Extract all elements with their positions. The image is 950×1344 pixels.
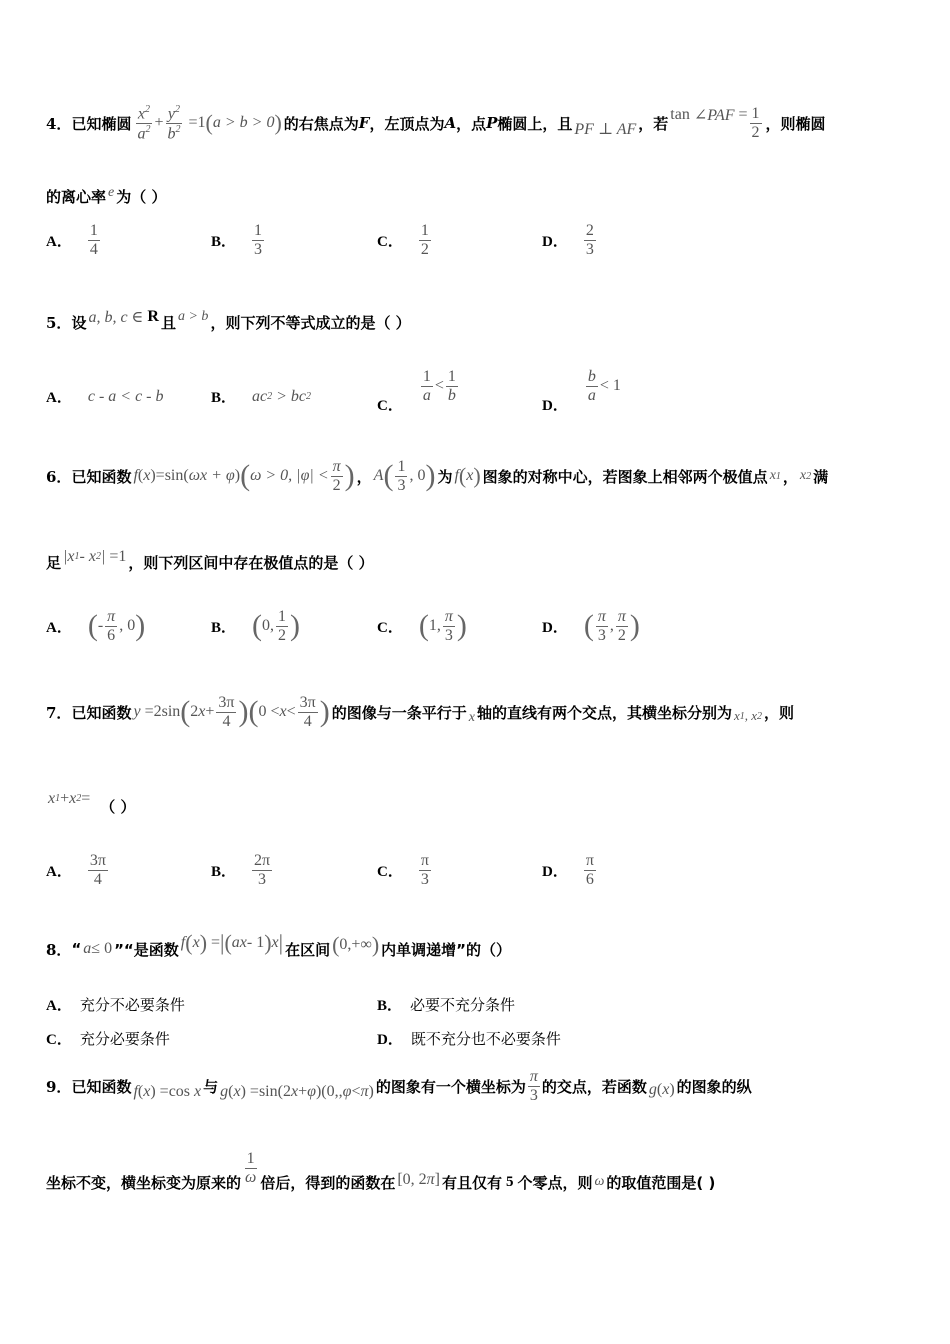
frac-num: 1 [89, 222, 98, 239]
q4-line2-b: 为（ ） [116, 188, 167, 206]
q6-abs-condition: |x 1 - x 2 | =1 [63, 547, 127, 565]
q8-text-3: 在区间 [285, 940, 331, 959]
option-label: B． [377, 998, 403, 1014]
q6-text-3: 为 [437, 467, 453, 486]
q4-option-c[interactable] [377, 222, 433, 258]
option-label: D． [542, 863, 568, 880]
q9-gx: g ( x ) [648, 1081, 675, 1099]
q7-text-1: 已知函数 [71, 703, 132, 722]
q9-text-5: 的图象的纵 [676, 1077, 752, 1096]
q4-tan-condition: tan ∠PAF = $\frac{1}{2}$ [670, 105, 760, 141]
q5-option-d-expr: $\frac{b}{a}$ < 1 [587, 368, 621, 404]
q7-option-c[interactable] [377, 852, 433, 888]
q6-text-2: ， [356, 467, 372, 486]
option-label: C． [377, 233, 403, 250]
q6-text-1: 已知函数 [71, 467, 132, 486]
frac-den: 4 [93, 870, 102, 888]
frac-den: 6 [585, 870, 594, 888]
q7-text-4: ，则 [764, 703, 795, 722]
q7-sum: x 1 + x 2 = [48, 789, 91, 807]
frac-den: 2 [420, 240, 429, 258]
option-label: A． [46, 390, 72, 406]
q9-one-over-omega: $\frac{1}{\omega}$ [245, 1150, 257, 1186]
q5-text-3: ，则下列不等式成立的是（ ） [210, 314, 411, 332]
option-label: B． [211, 233, 237, 250]
frac-num: π [420, 852, 429, 869]
q4-ellipse-equation: $\frac{x^2}{a^2}$ + $\frac{y^2}{b^2}$ =1 ( a > b > 0 ) [137, 104, 282, 143]
q6-text-5: ， [782, 467, 798, 486]
question-6-line-2 [46, 547, 374, 573]
frac-den: 3 [585, 240, 594, 258]
q4-option-d[interactable] [542, 222, 598, 258]
q5-option-b-expr: ac 2 > bc 2 [252, 387, 312, 405]
q7-x1-x2: x 1 , x 2 [733, 708, 763, 724]
q4-e: e [108, 184, 115, 200]
q5-set: a, b, c ∈ R [88, 307, 159, 326]
option-text: 既不充分也不必要条件 [410, 1030, 561, 1048]
q6-number: 6． [46, 467, 72, 486]
frac-den: 4 [89, 240, 98, 258]
option-label: A． [46, 863, 72, 880]
q4-option-b[interactable] [211, 222, 266, 258]
option-label: B． [211, 390, 237, 406]
q5-text-1: 设 [71, 314, 87, 332]
q9-text-2: 与 [203, 1077, 219, 1096]
q6-option-a-expr: ( - $\frac{\pi}{6}$ , 0 ) [87, 608, 146, 644]
q7-option-d[interactable] [542, 852, 598, 888]
q9-line2-c: 有且仅有 [442, 1173, 503, 1192]
q8-option-b[interactable] [377, 994, 515, 1015]
q5-option-b[interactable] [211, 386, 313, 407]
q7-option-b[interactable] [211, 852, 274, 888]
q4-text-2: 的右焦点为 [283, 114, 359, 133]
q9-number: 9． [46, 1077, 72, 1096]
frac-num: 1 [254, 222, 263, 239]
option-label: C． [46, 1032, 72, 1048]
option-text: 充分不必要条件 [79, 996, 185, 1014]
option-label: A． [46, 998, 72, 1014]
q6-function: f ( x ) =sin ( ωx + φ ) ( ω > 0, |φ| < $\frac{\pi}{2}$ ) [133, 458, 355, 494]
q7-text-2: 的图像与一条平行于 [331, 703, 467, 722]
option-label: B． [211, 863, 237, 880]
option-label: D． [542, 397, 568, 414]
q4-text-1: 已知椭圆 [71, 114, 132, 133]
q6-text-4: 图象的对称中心，若图象上相邻两个极值点 [482, 467, 768, 486]
q4-text-6: ，若 [638, 114, 669, 133]
q7-x-axis: x [468, 710, 475, 726]
q9-line2-a: 坐标不变，横坐标变为原来的 [46, 1173, 242, 1192]
q9-text-1: 已知函数 [71, 1077, 132, 1096]
q6-option-c-expr: ( 1, $\frac{\pi}{3}$ ) [418, 608, 467, 644]
q9-text-3: 的图象有一个横坐标为 [375, 1077, 526, 1096]
q7-line2-b: （ ） [100, 798, 136, 816]
q4-text-3: ，左顶点为 [369, 114, 445, 133]
q6-option-b[interactable] [211, 608, 302, 644]
q7-text-3: 轴的直线有两个交点，其横坐标分别为 [476, 703, 732, 722]
q6-option-c[interactable] [377, 608, 469, 644]
frac-den: 3 [258, 870, 267, 888]
q4-text-7: ，则椭圆 [765, 114, 826, 133]
q8-number: 8． [46, 940, 72, 959]
frac-num: 2 [585, 222, 594, 239]
q8-option-c[interactable] [46, 1028, 170, 1049]
q9-line2-d: 个零点，则 [517, 1173, 593, 1192]
q5-option-a[interactable] [46, 386, 166, 407]
frac-den: 3 [420, 870, 429, 888]
q8-text-4: 内单调递增”的（） [381, 940, 512, 959]
q7-number: 7． [46, 703, 72, 722]
q4-perpendicular: PF ⊥ AF [574, 121, 637, 139]
q6-option-b-expr: ( 0, $\frac{1}{2}$ ) [252, 608, 301, 644]
frac-num: 1 [420, 222, 429, 239]
question-6-line-1 [46, 458, 828, 494]
q4-option-a[interactable] [46, 222, 102, 258]
option-label: A． [46, 233, 72, 250]
question-9-line-1 [46, 1068, 752, 1104]
q7-function: y =2sin ( 2 x + $\frac{3\pi}{4}$ ) ( 0 < x < $\frac{3\pi}{4}$ ) [133, 694, 330, 730]
q8-condition: a ≤ 0 [83, 940, 113, 957]
q9-five: 5 [506, 1173, 514, 1190]
q5-number: 5． [46, 314, 72, 332]
option-label: B． [211, 619, 237, 636]
q6-line2-b: ，则下列区间中存在极值点的是（ ） [128, 554, 374, 572]
option-label: D． [542, 233, 568, 250]
question-7-line-1 [46, 694, 794, 730]
q8-option-a[interactable] [46, 994, 185, 1015]
q4-F: F [358, 114, 370, 133]
q7-option-a[interactable] [46, 852, 110, 888]
q4-number: 4． [46, 114, 72, 133]
option-label: D． [542, 619, 568, 636]
frac-den: 3 [254, 240, 263, 258]
q6-x1: x 1 [769, 468, 781, 484]
frac-num: 3π [89, 852, 106, 869]
q5-option-a-expr: c - a < c - b [87, 387, 164, 405]
q9-g: g ( x ) =sin(2 x + φ )(0,, φ < π ) [220, 1083, 374, 1101]
q4-line2-a: 的离心率 [46, 188, 107, 206]
question-5-line-1 [46, 307, 411, 333]
question-9-line-2 [46, 1150, 716, 1192]
q9-f: f ( x ) =cos x [133, 1083, 202, 1101]
option-text: 必要不充分条件 [410, 996, 516, 1014]
frac-num: π [585, 852, 594, 869]
q6-line2-a: 足 [46, 554, 62, 572]
q8-function: f ( x ) = | ( ax - 1 ) x | [180, 930, 284, 955]
question-7-line-2 [46, 789, 136, 817]
q6-option-d[interactable] [542, 608, 642, 644]
q8-text-2: ”“是函数 [114, 940, 179, 959]
q9-pi-over-3: $\frac{\pi}{3}$ [529, 1068, 538, 1104]
q4-text-5: 椭圆上，且 [497, 114, 573, 133]
q4-P: P [486, 114, 498, 133]
question-4-line-2 [46, 186, 166, 207]
option-label: D． [377, 1032, 403, 1048]
q8-option-d[interactable] [377, 1028, 561, 1049]
q4-A: A [444, 114, 457, 133]
q6-fx: f ( x ) [454, 463, 481, 489]
q9-interval: [0, 2 π ] [397, 1171, 440, 1189]
option-label: A． [46, 619, 72, 636]
option-text: 充分必要条件 [79, 1030, 170, 1048]
q6-point-A: A ( $\frac{1}{3}$ , 0 ) [373, 458, 436, 494]
q5-option-c[interactable] [377, 368, 462, 414]
q4-text-4: ，点 [456, 114, 487, 133]
q5-option-d[interactable] [542, 368, 623, 414]
question-4-line-1 [46, 104, 826, 143]
q9-text-4: 的交点，若函数 [541, 1077, 647, 1096]
frac-num: 2π [254, 852, 271, 869]
q9-line2-e: 的取值范围是( ) [606, 1173, 716, 1192]
q8-text-1: “ [71, 940, 82, 958]
option-label: C． [377, 863, 403, 880]
q6-text-6: 满 [813, 467, 829, 486]
q6-option-a[interactable] [46, 608, 147, 644]
q5-condition: a > b [177, 308, 209, 324]
option-label: C． [377, 397, 403, 414]
q8-interval: ( 0,+∞ ) [332, 932, 380, 957]
q6-option-d-expr: ( $\frac{\pi}{3}$ , $\frac{\pi}{2}$ ) [583, 608, 640, 644]
q9-omega: ω [594, 1174, 605, 1190]
question-8-line-1 [46, 930, 512, 962]
q5-text-2: 且 [160, 314, 176, 332]
q9-line2-b: 倍后，得到的函数在 [260, 1173, 396, 1192]
q6-x2: x 2 [799, 468, 812, 484]
option-label: C． [377, 619, 403, 636]
q5-option-c-expr: $\frac{1}{a}$ < $\frac{1}{b}$ [422, 368, 456, 404]
